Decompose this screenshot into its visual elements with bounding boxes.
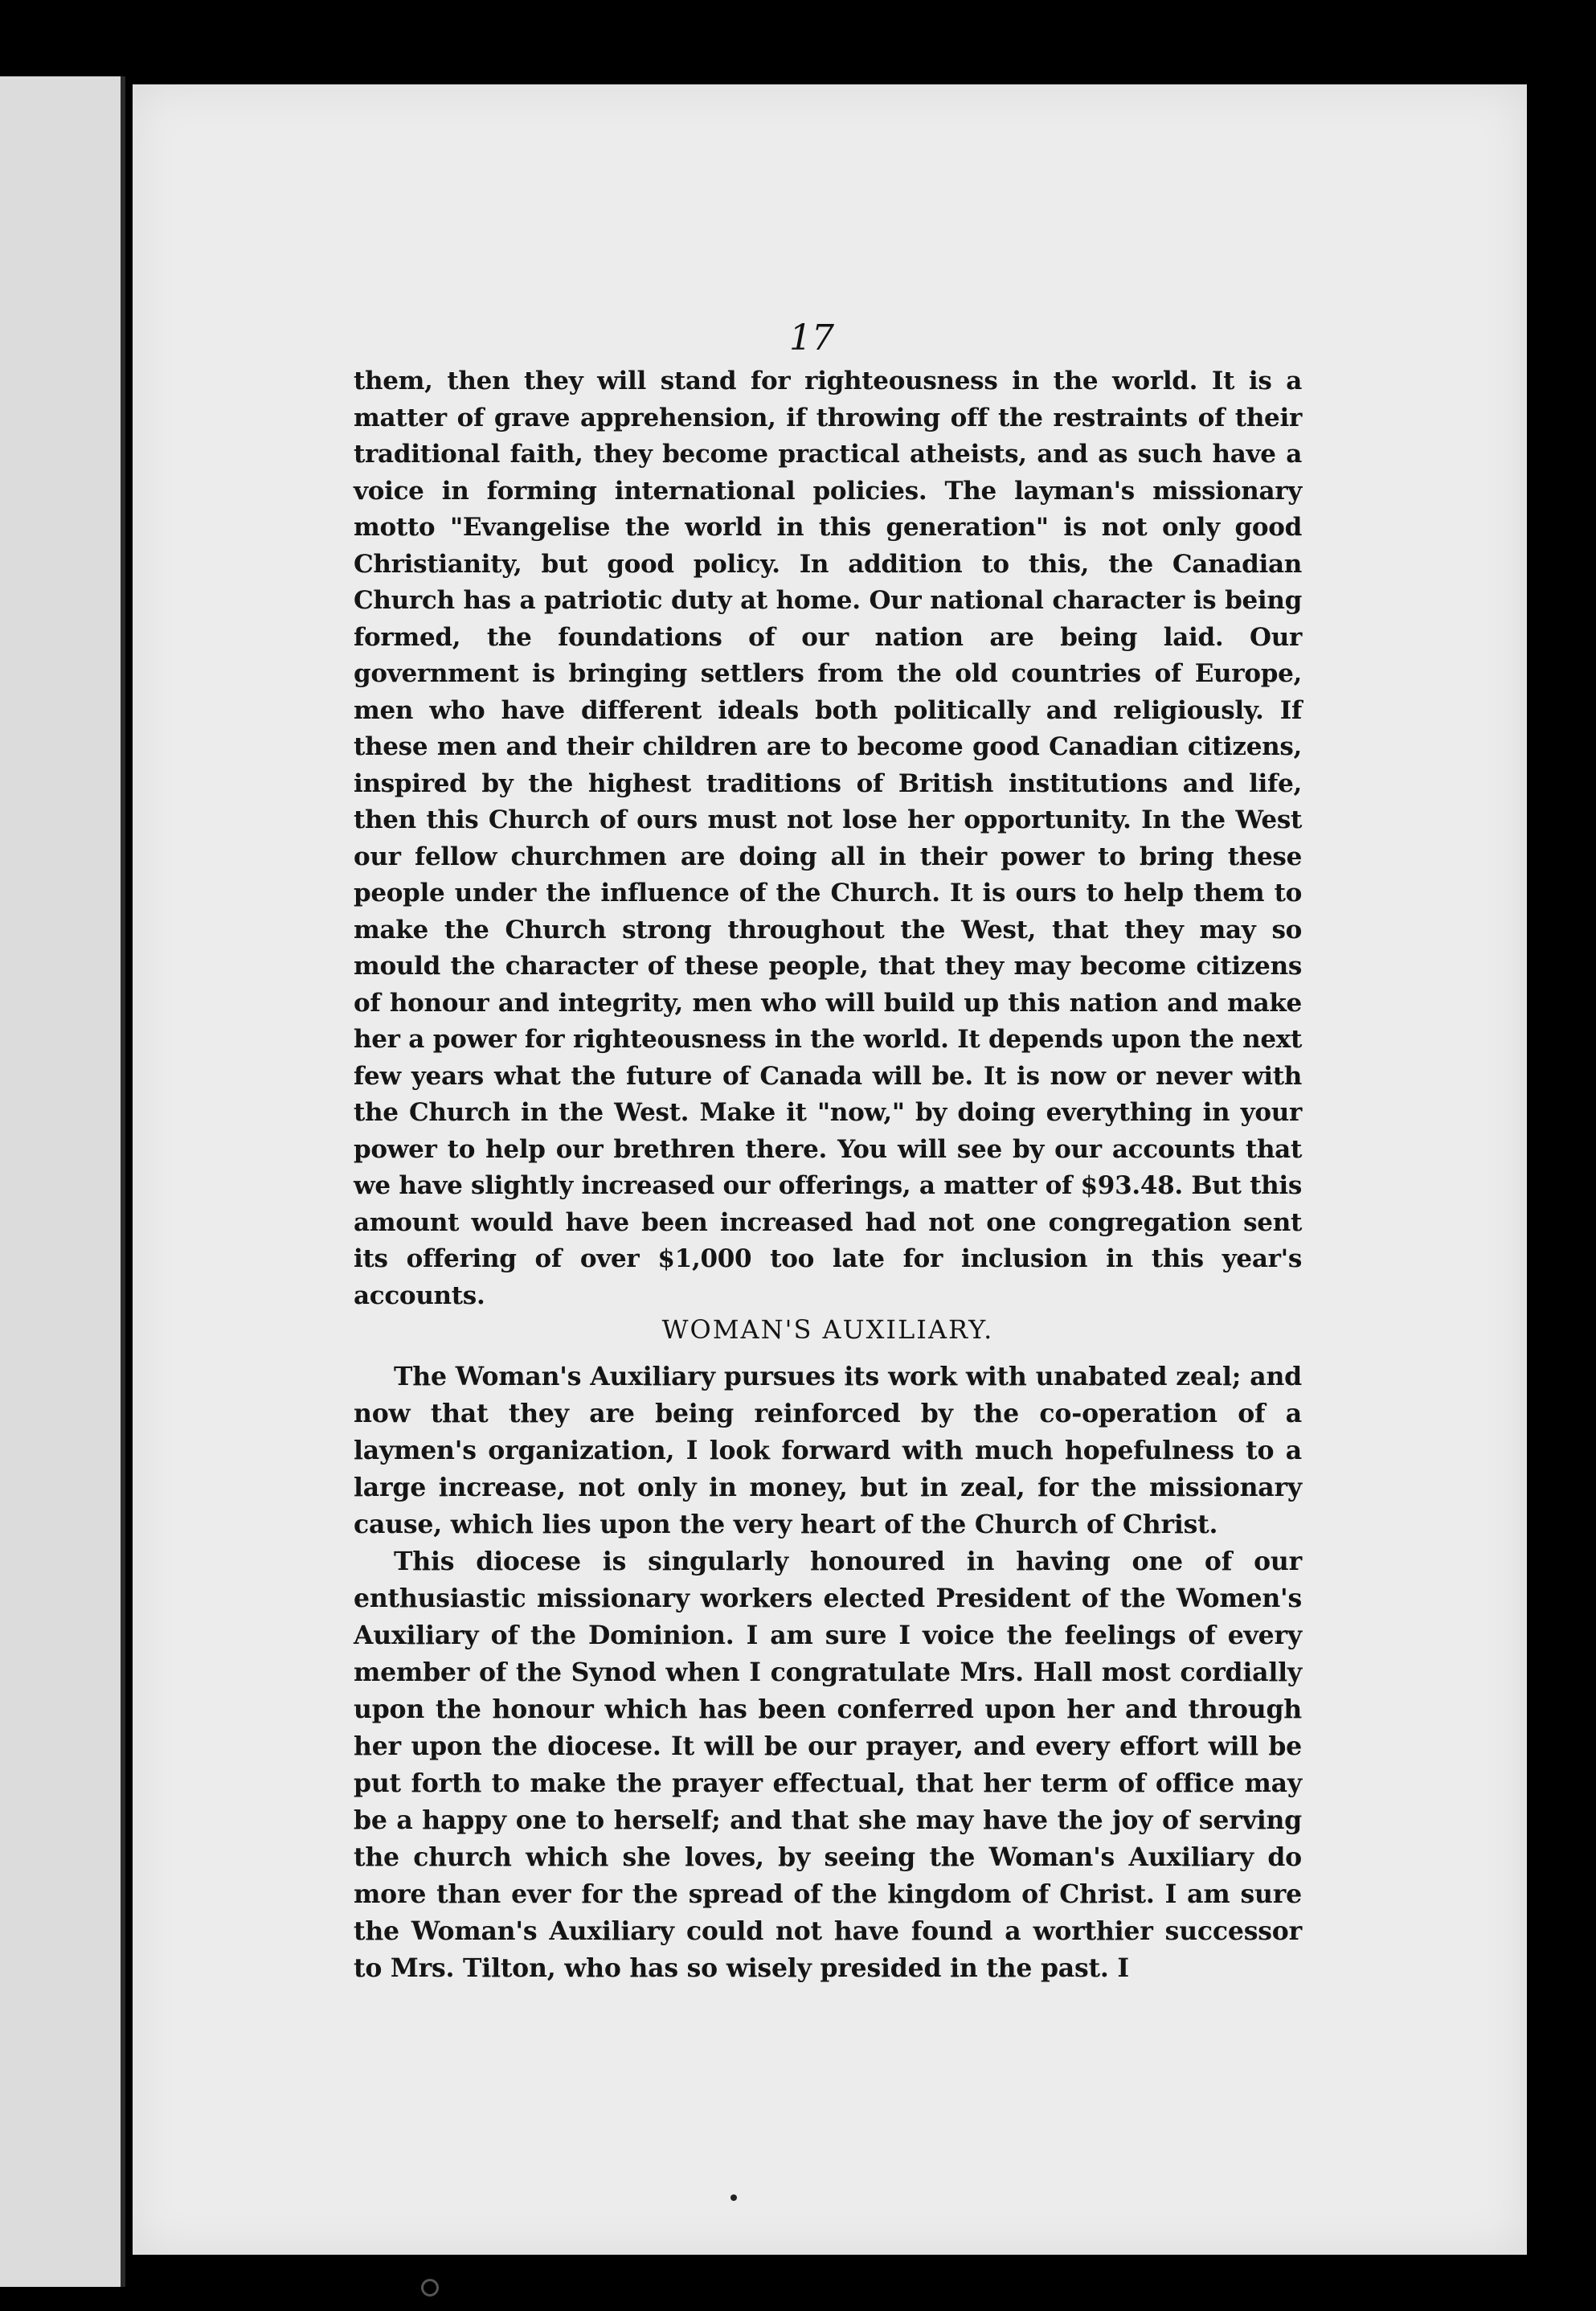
page-number: 17 xyxy=(789,318,834,359)
ink-speck xyxy=(730,2194,737,2201)
adjacent-page-edge xyxy=(0,76,125,2287)
body-paragraph: them, then they will stand for righteousness in the world. It is a matter of grave apprehension, if throwing off the restraints of their traditional faith, they become practical atheists, and as such have a voice in forming international policies. The layman's missionary motto "Evangelise the world in this generation" is not only good Christianity, but good policy. In addition to this, the Canadian Church has a patriotic duty at home. Our national character is being formed, the foundations of our nation are being laid. Our government is bringing settlers from the old countries of Europe, men who have different ideals both politically and religiously. If these men and their children are to become good Canadian citizens, inspired by the highest traditions of British institutions and life, then this Church of ours must not lose her opportunity. In the West our fellow churchmen are doing all in their power to bring these people under the influence of the Church. It is ours to help them to make the Church strong throughout the West, that they may so mould the character of these people, that they may become citizens of honour and integrity, men who will build up this nation and make her a power for righteousness in the world. It depends upon the next few years what the future of Canada will be. It is now or never with the Church in the West. Make it "now," by doing everything in your power to help our brethren there. You will see by our accounts that we have slightly increased our offerings, a matter of $93.48. But this amount would have been increased had not one congregation sent its offering of over $1,000 too late for inclusion in this year's accounts. xyxy=(354,367,1302,1310)
body-paragraph: The Woman's Auxiliary pursues its work with unabated zeal; and now that they are being reinforced by the co-operation of a laymen's organization, I look forward with much hopefulness to a large increase, not only in money, but in zeal, for the missionary cause, which lies upon the very heart of the Church of Christ. xyxy=(354,1362,1302,1539)
continued-paragraph xyxy=(354,363,1302,1314)
scanner-mark xyxy=(421,2279,439,2297)
section-heading: WOMAN'S AUXILIARY. xyxy=(661,1314,994,1345)
body-paragraph: This diocese is singularly honoured in having one of our enthusiastic missionary workers elected President of the Women's Auxiliary of the Dominion. I am sure I voice the feelings of every member of the Synod when I congratulate Mrs. Hall most cordially upon the honour which has been conferred upon her and through her upon the diocese. It will be our prayer, and every effort will be put forth to make the prayer effectual, that her term of office may be a happy one to herself; and that she may have the joy of serving the church which she loves, by seeing the Woman's Auxiliary do more than ever for the spread of the kingdom of Christ. I am sure the Woman's Auxiliary could not have found a worthier successor to Mrs. Tilton, who has so wisely presided in the past. I xyxy=(354,1547,1302,1983)
section-body xyxy=(354,1358,1302,1987)
